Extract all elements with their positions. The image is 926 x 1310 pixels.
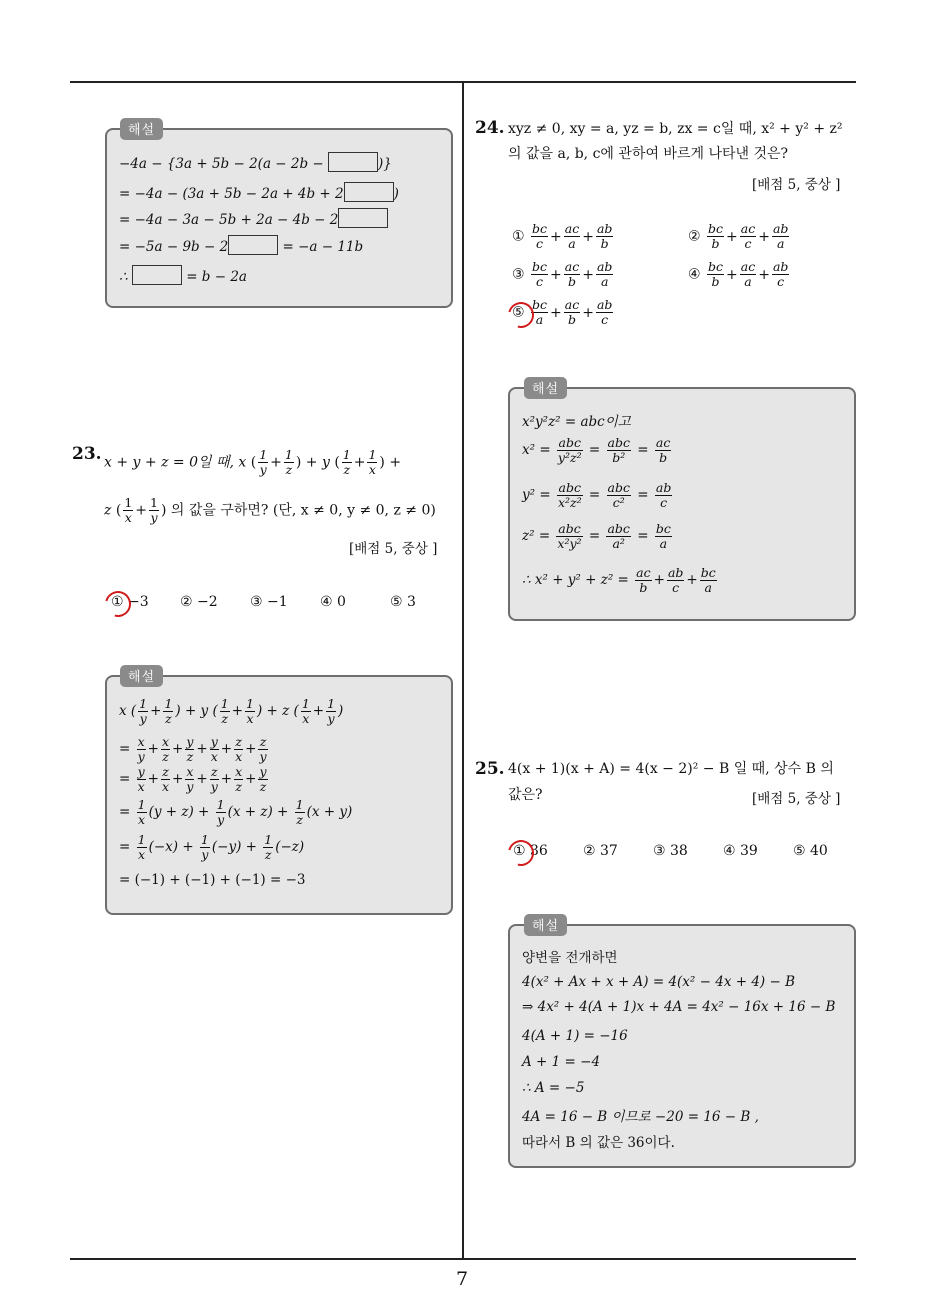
bottom-rule <box>70 1258 856 1260</box>
q23-meta: [배점 5, 중상 ] <box>349 541 438 557</box>
q23-choice-5[interactable]: ⑤ 3 <box>390 594 416 610</box>
q25-choice-3[interactable]: ③ 38 <box>653 843 688 859</box>
q25-solution-line-2: 4(x² + Ax + x + A) = 4(x² − 4x + 4) − B <box>522 974 795 990</box>
q24-choice-2[interactable]: ② $\frac{bc}{b}$ + $\frac{ac}{c}$ + $\frac{ab}{a}$ <box>688 221 789 251</box>
q23-text-line-1: x + y + z = 0일 때, x ( $\frac{1}{y}$ + $\frac{1}{z}$ ) + y ( $\frac{1}{z}$ + $\frac{1}{x}$ ) + <box>104 447 402 477</box>
q25-choice-2[interactable]: ② 37 <box>583 843 618 859</box>
q23-solution-line-4: = $\frac{1}{x}$ (y + z) + $\frac{1}{y}$ (x + z) + $\frac{1}{z}$ (x + y) <box>119 797 353 827</box>
q23-solution-line-1: x ( $\frac{1}{y}$ + $\frac{1}{z}$ ) + y ( $\frac{1}{z}$ + $\frac{1}{x}$ ) + z ( $\frac{1}{x}$ + $\frac{1}{y}$ ) <box>119 696 344 726</box>
q24-text-line-2: 의 값을 a, b, c에 관하여 바르게 나타낸 것은? <box>508 146 789 162</box>
q24-solution-line-3: y² = $\frac{\text{abc}}{\text{x²z²}}$ = $\frac{\text{abc}}{\text{c²}}$ = $\frac{ab}{c}$ <box>522 480 672 510</box>
q23-solution-line-2: = $\frac{x}{y}$ + $\frac{x}{z}$ + $\frac{y}{z}$ + $\frac{y}{x}$ + $\frac{z}{x}$ + $\frac{z}{y}$ <box>119 734 267 764</box>
q22-solution-line-2: = −4a − (3a + 5b − 2a + 4b + 2 ) <box>119 182 399 202</box>
q24-solution-tag: 해설 <box>524 377 567 399</box>
q24-choice-1[interactable]: ① $\frac{bc}{c}$ + $\frac{ac}{a}$ + $\frac{ab}{b}$ <box>512 221 613 251</box>
q24-meta: [배점 5, 중상 ] <box>752 177 841 193</box>
q22-solution-line-5: ∴ = b − 2a <box>119 265 247 285</box>
answer-blank <box>344 182 394 202</box>
q25-solution-line-3: ⇒ 4x² + 4(A + 1)x + 4A = 4x² − 16x + 16 − B <box>522 999 836 1015</box>
q23-choice-1[interactable]: ① −3 <box>111 594 149 610</box>
q23-text-line-2: z ( $\frac{1}{x}$ + $\frac{1}{y}$ ) 의 값을 구하면? (단, x ≠ 0, y ≠ 0, z ≠ 0) <box>104 495 436 525</box>
answer-blank <box>328 152 378 172</box>
q23-choice-4[interactable]: ④ 0 <box>320 594 346 610</box>
q24-solution-line-4: z² = $\frac{\text{abc}}{\text{x²y²}}$ = $\frac{\text{abc}}{\text{a²}}$ = $\frac{bc}{a}$ <box>522 521 671 551</box>
q23-choice-2[interactable]: ② −2 <box>180 594 218 610</box>
q25-number: 25. <box>475 759 505 779</box>
q25-solution-line-1: 양변을 전개하면 <box>522 950 618 966</box>
q22-solution-line-4: = −5a − 9b − 2 = −a − 11b <box>119 235 363 255</box>
q25-solution-line-4: 4(A + 1) = −16 <box>522 1028 628 1044</box>
q23-solution-line-6: = (−1) + (−1) + (−1) = −3 <box>119 872 306 888</box>
q25-solution-line-5: A + 1 = −4 <box>522 1054 601 1070</box>
q25-choice-1[interactable]: ① 36 <box>513 843 548 859</box>
q25-solution-line-8: 따라서 B 의 값은 36이다. <box>522 1135 675 1151</box>
q24-choice-3[interactable]: ③ $\frac{bc}{c}$ + $\frac{ac}{b}$ + $\frac{ab}{a}$ <box>512 259 613 289</box>
q24-number: 24. <box>475 118 505 138</box>
q23-solution-line-3: = $\frac{y}{x}$ + $\frac{z}{x}$ + $\frac{x}{y}$ + $\frac{z}{y}$ + $\frac{x}{z}$ + $\frac{y}{z}$ <box>119 764 267 794</box>
answer-blank <box>338 208 388 228</box>
q25-choice-5[interactable]: ⑤ 40 <box>793 843 828 859</box>
q22-solution-line-1: −4a − {3a + 5b − 2(a − 2b − )} <box>119 152 392 172</box>
q23-choice-3[interactable]: ③ −1 <box>250 594 288 610</box>
q24-solution-line-2: x² = $\frac{\text{abc}}{\text{y²z²}}$ = $\frac{\text{abc}}{\text{b²}}$ = $\frac{ac}{b}$ <box>522 435 671 465</box>
page-number: 7 <box>456 1268 469 1290</box>
q25-text-line-2: 값은? <box>508 787 543 803</box>
q25-solution-tag: 해설 <box>524 914 567 936</box>
q23-solution-line-5: = $\frac{1}{x}$ (−x) + $\frac{1}{y}$ (−y) + $\frac{1}{z}$ (−z) <box>119 832 305 862</box>
q24-choice-4[interactable]: ④ $\frac{bc}{b}$ + $\frac{ac}{a}$ + $\frac{ab}{c}$ <box>688 259 789 289</box>
q23-answer-mark <box>100 586 136 622</box>
q25-text-line-1: 4(x + 1)(x + A) = 4(x − 2)² − B 일 때, 상수 B 의 <box>508 761 834 777</box>
q24-solution-line-1: x²y²z² = abc이고 <box>522 414 631 430</box>
column-divider <box>462 83 464 1258</box>
q22-solution-tag: 해설 <box>120 118 163 140</box>
q25-choice-4[interactable]: ④ 39 <box>723 843 758 859</box>
q24-text-line-1: xyz ≠ 0, xy = a, yz = b, zx = c일 때, x² + y² + z² <box>508 121 843 137</box>
q24-solution-line-5: ∴ x² + y² + z² = $\frac{ac}{b}$ + $\frac{ab}{c}$ + $\frac{bc}{a}$ <box>522 565 716 595</box>
q23-solution-tag: 해설 <box>120 665 163 687</box>
q22-solution-line-3: = −4a − 3a − 5b + 2a − 4b − 2 <box>119 208 388 228</box>
q24-choice-5[interactable]: ⑤ $\frac{bc}{a}$ + $\frac{ac}{b}$ + $\frac{ab}{c}$ <box>512 297 613 327</box>
q25-meta: [배점 5, 중상 ] <box>752 791 841 807</box>
answer-blank <box>228 235 278 255</box>
answer-blank <box>132 265 182 285</box>
q25-answer-mark <box>503 835 539 871</box>
q25-solution-line-6: ∴ A = −5 <box>522 1080 585 1096</box>
q25-solution-line-7: 4A = 16 − B 이므로 −20 = 16 − B , <box>522 1109 759 1125</box>
q23-number: 23. <box>72 444 102 464</box>
